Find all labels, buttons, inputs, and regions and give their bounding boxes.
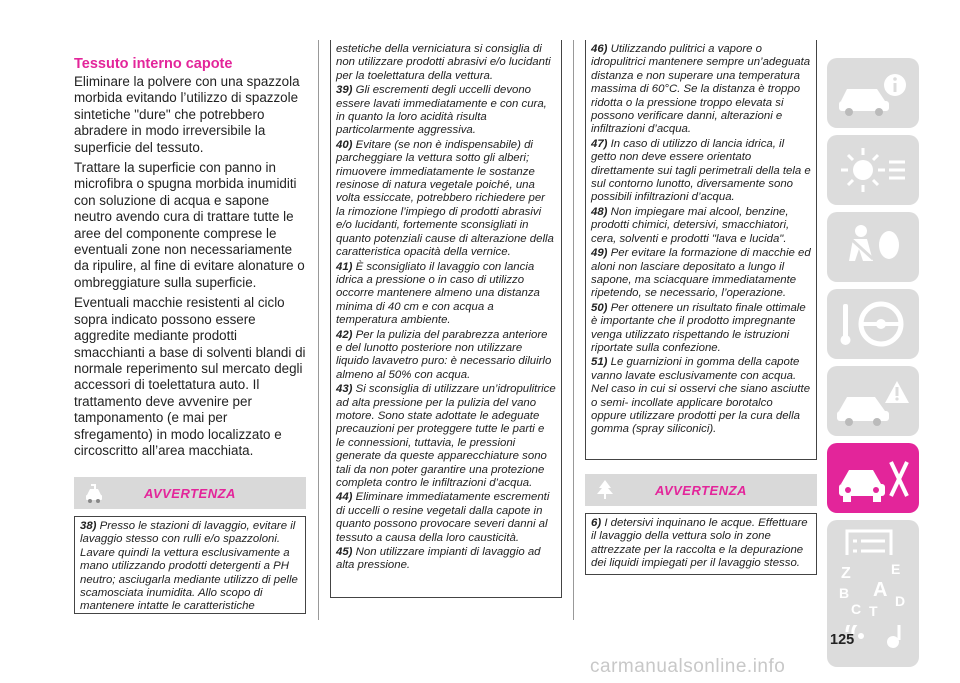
paragraph: Eliminare la polvere con una spazzola morbida evitando l’utilizzo di spazzole sintetiche "dure" che potrebbero abradere in modo irreversibile la superficie del tessuto. xyxy=(74,74,300,155)
tab-car-wrench[interactable] xyxy=(827,443,919,513)
warning-box xyxy=(74,516,306,614)
column-divider xyxy=(318,40,319,620)
note-text: È sconsigliato il lavaggio con lancia idrica a pressione o in caso di utilizzo occorre mantenere almeno una distanza minima di 40 cm e con acqua a temperatura ambiente. xyxy=(336,260,540,327)
warning-car-icon xyxy=(833,371,913,431)
note-item xyxy=(591,356,811,436)
notes-box xyxy=(330,40,562,598)
note-text: Gli escrementi degli uccelli devono essere lavati immediatamente e con cura, in quanto la loro acidità risulta particolarmente aggressiva. xyxy=(336,84,547,137)
note-text: Presso le stazioni di lavaggio, evitare il lavaggio stesso con rulli e/o spazzoloni. Lavare quindi la vettura esclusivamente a mano utilizzando prodotti detergenti a PH neutro; asciugarla mediante utilizzo di pelle scamosciata inumidita. Allo scopo di mantenere intatte le caratteristiche xyxy=(80,520,298,613)
note-text: Per ottenere un risultato finale ottimale è importante che il prodotto impregnante venga utilizzato rispettando le istruzioni riportate sulla confezione. xyxy=(591,301,806,354)
note-number: 43) xyxy=(336,383,353,396)
note-item xyxy=(591,517,811,571)
notes-box xyxy=(585,40,817,460)
note-text: Per evitare la formazione di macchie ed aloni non lasciare depositato a lungo il sapone, ma sciacquare immediatamente ripetendo, se necessario, l’operazione. xyxy=(591,247,811,300)
index-letter: D xyxy=(895,593,906,609)
tab-dashboard-lights[interactable] xyxy=(827,135,919,205)
body-text xyxy=(74,74,306,459)
note-item xyxy=(591,206,811,246)
note-item xyxy=(591,247,811,301)
note-item xyxy=(591,43,811,137)
tab-airbag-safety[interactable] xyxy=(827,212,919,282)
tab-car-info[interactable] xyxy=(827,58,919,128)
note-item xyxy=(336,139,556,260)
column-divider xyxy=(573,40,574,620)
note-text: Si sconsiglia di utilizzare un’idropulitrice ad alta pressione per la pulizia del vano motore. Sono state adottate le adeguate precauzioni per proteggere tutte le parti e le connessioni, tuttavia, le pressioni generate da queste apparecchiature sono tali da non poter garantire una protezione completa contro le infiltrazioni d’acqua. xyxy=(336,383,556,489)
note-number: 51) xyxy=(591,356,608,369)
warning-header xyxy=(585,474,817,506)
note-number: 38) xyxy=(80,520,97,532)
note-number: 42) xyxy=(336,328,353,341)
note-number: 6) xyxy=(591,517,602,529)
hand-car-icon xyxy=(82,481,106,505)
dashboard-lights-icon xyxy=(833,140,913,200)
index-letter: B xyxy=(839,585,850,601)
index-letter: Z xyxy=(841,565,851,582)
tab-warning-car[interactable] xyxy=(827,366,919,436)
page-number: 125 xyxy=(830,632,855,648)
note-item xyxy=(336,383,556,490)
note-text: Non impiegare mai alcool, benzine, prodotti chimici, detersivi, smacchiatori, cera, solventi e prodotti "lava e lucida". xyxy=(591,205,790,245)
tree-icon xyxy=(593,478,617,502)
note-item xyxy=(336,43,556,83)
section-title: Tessuto interno capote xyxy=(74,56,233,72)
note-text: Non utilizzare impianti di lavaggio ad alta pressione. xyxy=(336,546,541,572)
car-info-icon xyxy=(833,63,913,123)
note-item xyxy=(336,491,556,545)
warning-title: AVVERTENZA xyxy=(144,485,236,501)
note-number: 41) xyxy=(336,260,353,273)
note-number: 39) xyxy=(336,84,353,97)
index-letter: A xyxy=(873,579,888,601)
note-number: 48) xyxy=(591,205,608,218)
paragraph: Trattare la superficie con panno in microfibra o spugna morbida inumiditi con soluzione di acqua e sapone neutro avendo cura di trattare tutte le aree del componente comprese le eventuali zone non necessariamente da ripulire, al fine di evitare alonature o ombreggiature sulla superficie. xyxy=(74,160,305,290)
watermark: carmanualsonline.info xyxy=(590,656,786,677)
airbag-safety-icon xyxy=(833,217,913,277)
note-number: 45) xyxy=(336,546,353,559)
paragraph: Eventuali macchie resistenti al ciclo sopra indicato possono essere aggredite mediante prodotti smacchianti a base di solventi blandi di normale reperimento sul mercato degli accessori di toelettatura auto. Il trattamento deve avvenire per tamponamento (e mai per sfregamento) in modo localizzato e circoscritto all’area macchiata. xyxy=(74,295,306,458)
note-number: 49) xyxy=(591,247,608,260)
note-item xyxy=(336,546,556,573)
note-item xyxy=(336,261,556,328)
note-text: Eliminare immediatamente escrementi di uccelli o resine vegetali dalla capote in quanto possono provocare severi danni al tessuto a causa della loro causticità. xyxy=(336,491,550,544)
note-number: 47) xyxy=(591,137,608,150)
note-text: Per la pulizia del parabrezza anteriore e del lunotto posteriore non utilizzare liquido lavavetro puro: è necessario diluirlo almeno al 50% con acqua. xyxy=(336,328,552,381)
index-letter: C xyxy=(851,601,862,617)
note-number: 44) xyxy=(336,491,353,504)
column-1 xyxy=(74,56,306,463)
note-text: In caso di utilizzo di lancia idrica, il getto non deve essere orientato direttamente sui tagli perimetrali della tela e sul contorno lunotto, diversamente sono possibili infiltrazioni d’acqua. xyxy=(591,137,811,204)
note-number: 46) xyxy=(591,43,608,55)
note-number: 40) xyxy=(336,138,353,151)
note-item xyxy=(336,84,556,138)
note-number: 50) xyxy=(591,301,608,314)
steering-wheel-icon xyxy=(833,294,913,354)
warning-title: AVVERTENZA xyxy=(655,482,747,498)
note-text: Le guarnizioni in gomma della capote vanno lavate esclusivamente con acqua. Nel caso in cui si osservi che siano asciutte o semi- incollate applicare borotalco oppure utilizzare prodotti per la cura della gomma (spray siliconici). xyxy=(591,356,811,436)
tab-steering-wheel[interactable] xyxy=(827,289,919,359)
note-item xyxy=(591,138,811,205)
note-text: I detersivi inquinano le acque. Effettuare il lavaggio della vettura solo in zone attrezzate per la raccolta e la depurazione dei liquidi impiegati per il lavaggio stesso. xyxy=(591,517,808,570)
index-letter: E xyxy=(891,561,901,577)
note-item xyxy=(336,329,556,383)
index-letter: T xyxy=(869,603,878,619)
note-text: estetiche della verniciatura si consiglia di non utilizzare prodotti abrasivi e/o lucidanti per la toelettatura della vettura. xyxy=(336,43,551,82)
note-text: Utilizzando pulitrici a vapore o idropulitrici mantenere sempre un’adeguata distanza e non superare una temperatura massima di 60°C. Se la distanza è troppo ridotta o la pressione troppo elevata si possono verificare danni, alterazioni e infiltrazioni d’acqua. xyxy=(591,43,811,136)
warning-box xyxy=(585,513,817,575)
note-item xyxy=(591,302,811,356)
car-wrench-icon xyxy=(833,448,913,508)
warning-header xyxy=(74,477,306,509)
tab-index[interactable] xyxy=(827,555,919,625)
note-item xyxy=(80,520,300,614)
note-text: Evitare (se non è indispensabile) di parcheggiare la vettura sotto gli alberi; rimuovere immediatamente le sostanze resinose di natura vegetale poiché, una volta essiccate, potrebbero richiedere per la rimozione l’impiego di prodotti abrasivi e/o lucidanti, fortemente sconsigliati in quanto potenziali cause di alterazione della caratteristica opacità della vernice. xyxy=(336,138,554,259)
alphabet-index-icon xyxy=(833,560,913,620)
